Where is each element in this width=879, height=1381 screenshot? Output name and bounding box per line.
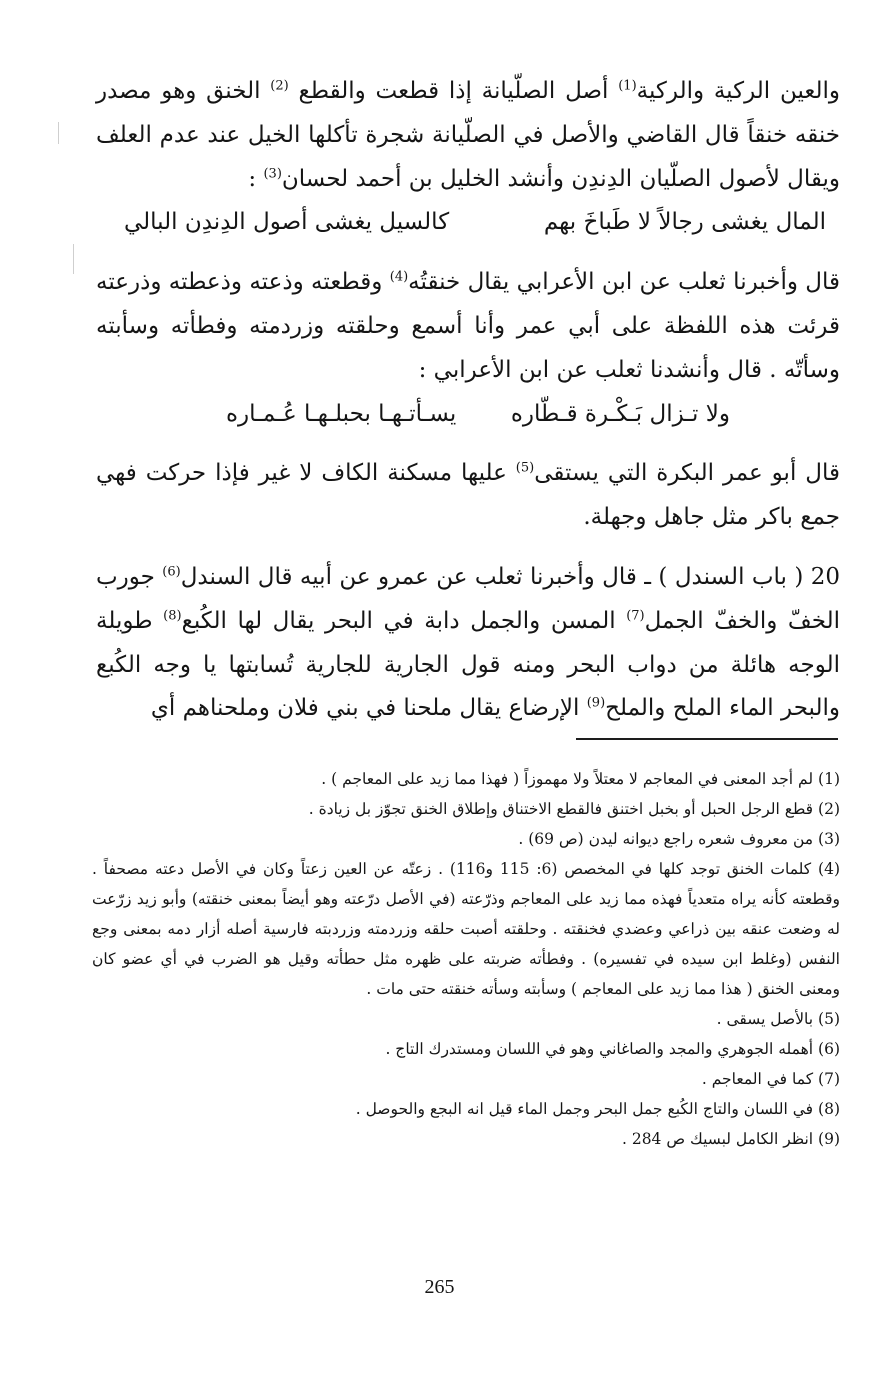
footnote: (8) في اللسان والتاج الكُبع جمل البحر وجمل الماء قيل انه البجع والحوصل . (355, 1100, 840, 1118)
footnote: (3) من معروف شعره راجع ديوانه ليدن (ص 69) . (518, 830, 840, 848)
footnote-ref: (2) (270, 78, 289, 94)
paragraph (96, 556, 840, 731)
footnote-ref: (3) (263, 165, 282, 181)
text-run: عليها مسكنة الكاف لا غير فإذا حركت فهي جمع باكر مثل جاهل وجهلة. (96, 460, 840, 531)
text-run: جورب الخفّ والخفّ الجمل (96, 563, 840, 634)
text-run: ( باب السندل ) ـ قال وأخبرنا ثعلب عن عمرو عن أبيه قال السندل (180, 563, 811, 590)
footnote-ref: (7) (626, 608, 645, 624)
footnote: (6) أهمله الجوهري والمجد والصاغاني وهو في اللسان ومستدرك التاج . (385, 1040, 840, 1058)
text-run: وقطعته وذعته وذعطته وذرعته قرئت هذه اللفظة على أبي عمر وأنا أسمع وحلقته وزردمته وفطأته وسأبته وسأتّه . قال وأنشدنا ثعلب عن ابن الأعرابي : (96, 269, 840, 383)
footnote: (4) كلمات الخنق توجد كلها في المخصص (6: 115 و116) . زعتّه عن العين زعتاً وكان في الأصل دعته مصحفاً . وقطعته كأنه يراه متعدياً فهذه مما زيد على المعاجم وذرّعته (في الأصل درّعته وهو أيضاً بمعنى خنقته) وأبو زيد زرّعت له وضعت عنقه بين ذراعي وعضدي فخنقته . وحلقته أصبت حلقه وزردمته وزردبته فارسية أصله أزار دمه بمعنى وجع النفس (وغلط ابن سيده في تفسيره) . وفطأته ضربته على ظهره مثل حطأته وقيل هو الضرب في أي عضو كان ومعنى الخنق ( هذا مما زيد على المعاجم ) وسأبته وسأته خنقته حتى مات . (92, 860, 840, 998)
footnote-divider (576, 738, 838, 740)
scan-margin-mark (73, 244, 74, 274)
footnote-ref: (6) (162, 564, 181, 580)
footnote: (7) كما في المعاجم . (701, 1070, 840, 1088)
text-run: طويلة الوجه هائلة من دواب البحر ومنه قول الجارية للجارية تُسابتها يا وجه الكُبع والبحر الماء الملح والملح (96, 607, 840, 722)
footnotes (92, 764, 840, 1154)
text-run: قال أبو عمر البكرة التي يستقى (534, 460, 840, 487)
verse-hemistich: ولا تـزال بَـكْـرة قـطّاره (510, 400, 730, 427)
poem-verse (96, 393, 840, 437)
footnote-ref: (1) (618, 78, 637, 94)
verse-hemistich: يسـأتـهـا بحبلـهـا عُـمـاره (226, 400, 457, 427)
verse-hemistich: كالسيل يغشى أصول الدِندِن البالي (124, 209, 450, 236)
footnote-ref: (5) (515, 460, 535, 476)
paragraph (96, 70, 840, 201)
text-run: المسن والجمل دابة في البحر يقال لها الكُبع (181, 607, 627, 634)
paragraph (96, 452, 840, 540)
main-text (96, 70, 840, 731)
footnote: (9) انظر الكامل لبسيك ص 284 . (621, 1130, 840, 1148)
footnote: (2) قطع الرجل الحبل أو بخبل اختنق فالقطع الاختناق وإطلاق الخنق تجوّز بل زيادة . (308, 800, 840, 818)
text-run: أصل الصلّيانة إذا قطعت والقطع (288, 78, 619, 104)
page-number: 265 (424, 1276, 455, 1298)
poem-verse (96, 201, 840, 245)
footnote-ref: (9) (586, 695, 606, 711)
section-number: 20 (810, 563, 841, 590)
text-run: : (248, 165, 264, 192)
paragraph (96, 261, 840, 392)
footnote-ref: (8) (163, 608, 182, 624)
text-run: الإرضاع يقال ملحنا في بني فلان وملحناهم أي (150, 695, 587, 722)
footnote: (5) بالأصل يسقى . (716, 1010, 840, 1028)
text-run: والعين الركية والركية (636, 78, 840, 104)
text-run: قال وأخبرنا ثعلب عن ابن الأعرابي يقال خنقتُه (408, 269, 840, 296)
scan-margin-mark (58, 122, 59, 144)
verse-hemistich: المال يغشى رجالاً لا طَباخَ بهم (543, 209, 826, 236)
footnote-ref: (4) (389, 269, 409, 285)
footnote: (1) لم أجد المعنى في المعاجم لا معتلاً ولا مهموزاً ( فهذا مما زيد على المعاجم ) . (321, 770, 840, 788)
text-run: الخنق وهو مصدر خنقه خنقاً قال القاضي والأصل في الصلّيانة شجرة تأكلها الخيل عند عدم العلف ويقال لأصول الصلّيان الدِندِن وأنشد الخليل بن أحمد لحسان (96, 78, 840, 192)
